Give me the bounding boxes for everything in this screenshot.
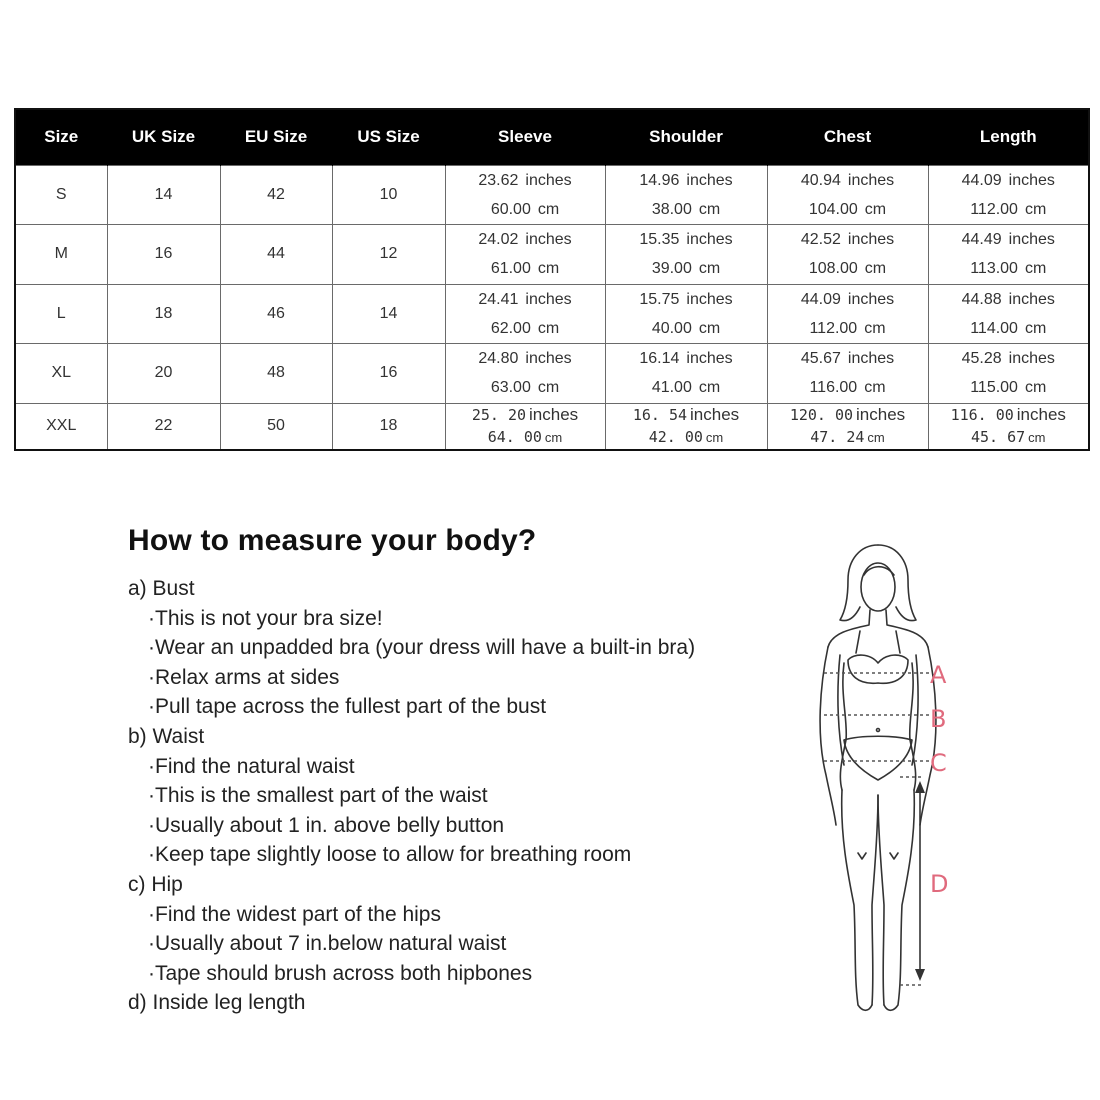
sleeve-cell [445, 344, 605, 404]
chest-cell [767, 225, 928, 285]
body-measurement-figure [790, 535, 970, 1025]
cm-unit: cm [698, 379, 721, 396]
length-inches-value [929, 291, 1089, 309]
sleeve-cm-value [446, 379, 605, 397]
chest-cell [767, 284, 928, 344]
length-cm-value [929, 379, 1089, 397]
uk-size-cell: 22 [107, 403, 220, 450]
length-cell [928, 344, 1089, 404]
inches-unit: inches [1008, 171, 1055, 189]
shoulder-inches-number: 15.75 [639, 290, 680, 308]
length-inches-number: 44.09 [961, 171, 1002, 189]
inches-unit: inches [847, 350, 895, 367]
length-inches-value [929, 172, 1089, 190]
shoulder-cm-value [606, 320, 767, 338]
chest-inches-value [768, 291, 928, 309]
label-b: B [930, 705, 947, 733]
cm-unit: cm [698, 260, 721, 277]
shoulder-cm-number: 40.00 [651, 319, 692, 337]
cm-unit: cm [864, 379, 886, 396]
size-cell: XL [15, 344, 107, 404]
sleeve-cm-value [446, 428, 605, 446]
label-d: D [930, 870, 949, 898]
inches-unit: inches [525, 171, 572, 189]
shoulder-inches-number: 16. 54 [632, 405, 688, 424]
shoulder-cm-number: 39.00 [651, 260, 692, 277]
sleeve-inches-number: 23.62 [478, 171, 519, 189]
shoulder-cm-value [606, 428, 767, 446]
guide-tip: ·Find the widest part of the hips [148, 902, 441, 926]
shoulder-cm-number: 38.00 [651, 200, 692, 218]
chest-cm-number: 47. 24 [810, 427, 865, 446]
length-cm-value [929, 201, 1089, 219]
size-cell: XXL [15, 403, 107, 450]
length-inches-number: 45.28 [961, 350, 1002, 367]
cm-unit: cm [867, 429, 885, 445]
chest-cm-number: 116.00 [809, 379, 858, 396]
inches-unit: inches [690, 404, 740, 424]
label-a: A [930, 661, 947, 689]
inches-unit: inches [525, 350, 572, 367]
shoulder-inches-value [606, 291, 767, 309]
chest-inches-value [768, 172, 928, 190]
left-arm [820, 647, 836, 825]
chest-cm-value [768, 201, 928, 219]
chest-cm-value [768, 379, 928, 397]
header-length: Length [928, 109, 1089, 165]
inches-unit: inches [1008, 231, 1055, 248]
chest-cm-value [768, 428, 928, 446]
guide-tip: ·Usually about 1 in. above belly button [148, 813, 505, 837]
cm-unit: cm [1024, 200, 1047, 218]
sleeve-cell [445, 165, 605, 225]
left-leg-inner [872, 795, 878, 1005]
eu-size-cell: 42 [220, 165, 332, 225]
shoulder-cell [605, 403, 767, 450]
chest-cell [767, 403, 928, 450]
chest-inches-number: 44.09 [800, 290, 841, 308]
shoulder-inches-number: 16.14 [639, 350, 680, 367]
inches-unit: inches [686, 350, 733, 367]
sleeve-cm-number: 61.00 [490, 260, 531, 277]
cm-unit: cm [1024, 319, 1047, 337]
length-inches-number: 44.49 [961, 231, 1002, 248]
length-cm-number: 114.00 [970, 319, 1018, 337]
guide-tip: ·Relax arms at sides [148, 665, 340, 689]
shoulder-cm-number: 42. 00 [648, 427, 703, 446]
chest-inches-number: 40.94 [800, 171, 841, 189]
cm-unit: cm [698, 200, 721, 218]
cm-unit: cm [537, 200, 560, 218]
header-sleeve: Sleeve [445, 109, 605, 165]
eu-size-cell: 44 [220, 225, 332, 285]
guide-tip: ·Find the natural waist [148, 754, 355, 778]
shoulder-inches-number: 15.35 [639, 231, 680, 248]
chest-cm-number: 108.00 [808, 260, 858, 277]
us-size-cell: 18 [332, 403, 445, 450]
left-leg [842, 790, 872, 1010]
shoulder-inches-value [606, 231, 767, 249]
torso-left [840, 663, 846, 790]
sleeve-inches-value [446, 405, 605, 425]
guide-tip: ·Usually about 7 in.below natural waist [148, 932, 507, 956]
size-row [15, 284, 1089, 344]
cm-unit: cm [698, 319, 721, 337]
length-cell [928, 403, 1089, 450]
inches-unit: inches [847, 290, 895, 308]
cm-unit: cm [864, 200, 887, 218]
size-row [15, 225, 1089, 285]
cm-unit: cm [864, 260, 887, 277]
header-shoulder: Shoulder [605, 109, 767, 165]
cm-unit: cm [537, 319, 560, 337]
sleeve-inches-value [446, 291, 605, 309]
header-eu-size: EU Size [220, 109, 332, 165]
shoulder-inches-value [606, 350, 767, 368]
cm-unit: cm [537, 260, 560, 277]
sleeve-inches-number: 24.41 [478, 290, 519, 308]
table-header-row [15, 109, 1089, 165]
shoulder-cm-number: 41.00 [651, 379, 692, 396]
length-inches-number: 116. 00 [950, 405, 1014, 424]
chest-cell [767, 344, 928, 404]
sleeve-inches-value [446, 231, 605, 249]
uk-size-cell: 14 [107, 165, 220, 225]
chest-cm-number: 112.00 [809, 319, 858, 337]
eu-size-cell: 50 [220, 403, 332, 450]
size-row [15, 403, 1089, 450]
guide-tip: ·Keep tape slightly loose to allow for breathing room [148, 843, 632, 867]
uk-size-cell: 20 [107, 344, 220, 404]
us-size-cell: 10 [332, 165, 445, 225]
length-inches-value [929, 231, 1089, 249]
size-table-body [15, 165, 1089, 450]
navel [877, 729, 880, 732]
length-cm-number: 112.00 [970, 200, 1018, 218]
inches-unit: inches [847, 231, 895, 248]
length-inches-value [929, 350, 1089, 368]
inches-unit: inches [686, 231, 733, 248]
inches-unit: inches [686, 171, 733, 189]
sleeve-cell [445, 284, 605, 344]
measure-guide-list [128, 574, 695, 1018]
sleeve-inches-number: 25. 20 [471, 405, 527, 424]
header-size: Size [15, 109, 107, 165]
shoulder-cm-value [606, 260, 767, 278]
us-size-cell: 14 [332, 284, 445, 344]
guide-heading: a) Bust [128, 577, 195, 600]
length-cell [928, 165, 1089, 225]
length-inches-value [929, 405, 1089, 425]
chest-inches-value [768, 405, 928, 425]
uk-size-cell: 18 [107, 284, 220, 344]
cm-unit: cm [705, 429, 724, 445]
us-size-cell: 16 [332, 344, 445, 404]
sleeve-inches-number: 24.02 [478, 231, 519, 248]
eu-size-cell: 46 [220, 284, 332, 344]
guide-tip: ·Pull tape across the fullest part of the bust [148, 695, 547, 719]
inches-unit: inches [1008, 350, 1055, 367]
header-uk-size: UK Size [107, 109, 220, 165]
inches-unit: inches [1008, 290, 1055, 308]
left-shoulder [828, 610, 870, 647]
right-shoulder [886, 610, 928, 647]
measure-guide-title: How to measure your body? [128, 524, 537, 557]
sleeve-cm-value [446, 260, 605, 278]
sleeve-cm-number: 62.00 [490, 319, 531, 337]
length-cell [928, 225, 1089, 285]
inches-unit: inches [529, 404, 579, 424]
sleeve-cm-number: 60.00 [490, 200, 531, 218]
right-leg [884, 790, 914, 1010]
guide-heading: b) Waist [128, 724, 205, 748]
length-cm-number: 115.00 [970, 379, 1018, 396]
guide-tip: ·Wear an unpadded bra (your dress will have a built-in bra) [148, 636, 696, 660]
length-cm-value [929, 428, 1089, 446]
header-chest: Chest [767, 109, 928, 165]
shoulder-cm-value [606, 201, 767, 219]
sleeve-inches-value [446, 172, 605, 190]
sleeve-cm-value [446, 201, 605, 219]
sleeve-cell [445, 403, 605, 450]
guide-tip: ·Tape should brush across both hipbones [148, 961, 533, 985]
size-row [15, 344, 1089, 404]
shoulder-inches-number: 14.96 [639, 171, 680, 189]
chest-cm-number: 104.00 [808, 200, 858, 218]
chest-inches-number: 45.67 [800, 350, 841, 367]
bra-straps [856, 631, 900, 653]
cm-unit: cm [1024, 379, 1047, 396]
cm-unit: cm [1024, 260, 1047, 277]
size-chart-table [14, 108, 1090, 451]
chest-inches-value [768, 231, 928, 249]
right-leg-inner [878, 795, 884, 1005]
header-us-size: US Size [332, 109, 445, 165]
length-cm-value [929, 320, 1089, 338]
shoulder-cell [605, 344, 767, 404]
knees [858, 853, 898, 859]
length-cm-value [929, 260, 1089, 278]
length-cell [928, 284, 1089, 344]
cm-unit: cm [864, 319, 886, 337]
chest-inches-value [768, 350, 928, 368]
inches-unit: inches [686, 290, 733, 308]
guide-heading: d) Inside leg length [128, 991, 306, 1015]
chest-cm-value [768, 260, 928, 278]
inches-unit: inches [1016, 404, 1066, 424]
sleeve-inches-value [446, 350, 605, 368]
inches-unit: inches [525, 231, 572, 248]
length-cm-number: 113.00 [970, 260, 1018, 277]
eu-size-cell: 48 [220, 344, 332, 404]
inches-unit: inches [525, 290, 572, 308]
uk-size-cell: 16 [107, 225, 220, 285]
bra-outline [848, 655, 908, 683]
label-c: C [930, 749, 947, 777]
chest-inches-number: 120. 00 [789, 405, 854, 424]
torso-right [910, 663, 916, 790]
shoulder-cm-value [606, 379, 767, 397]
shoulder-cell [605, 225, 767, 285]
cm-unit: cm [544, 429, 563, 445]
length-cm-number: 45. 67 [970, 427, 1026, 446]
briefs-outline [844, 736, 912, 780]
size-cell: L [15, 284, 107, 344]
size-cell: S [15, 165, 107, 225]
chest-cell [767, 165, 928, 225]
chest-cm-value [768, 320, 928, 338]
size-cell: M [15, 225, 107, 285]
chest-inches-number: 42.52 [800, 231, 841, 248]
sleeve-cell [445, 225, 605, 285]
sleeve-cm-value [446, 320, 605, 338]
guide-tip: ·This is the smallest part of the waist [148, 784, 488, 808]
cm-unit: cm [537, 379, 560, 396]
inches-unit: inches [856, 404, 906, 424]
sleeve-cm-number: 64. 00 [487, 427, 542, 446]
shoulder-inches-value [606, 172, 767, 190]
shoulder-inches-value [606, 405, 767, 425]
guide-heading: c) Hip [128, 872, 183, 896]
guide-tip: ·This is not your bra size! [148, 606, 383, 630]
sleeve-cm-number: 63.00 [490, 379, 531, 396]
cm-unit: cm [1028, 429, 1046, 445]
size-row [15, 165, 1089, 225]
us-size-cell: 12 [332, 225, 445, 285]
sleeve-inches-number: 24.80 [478, 350, 519, 367]
inches-unit: inches [847, 171, 895, 189]
shoulder-cell [605, 165, 767, 225]
shoulder-cell [605, 284, 767, 344]
length-inches-number: 44.88 [961, 290, 1002, 308]
